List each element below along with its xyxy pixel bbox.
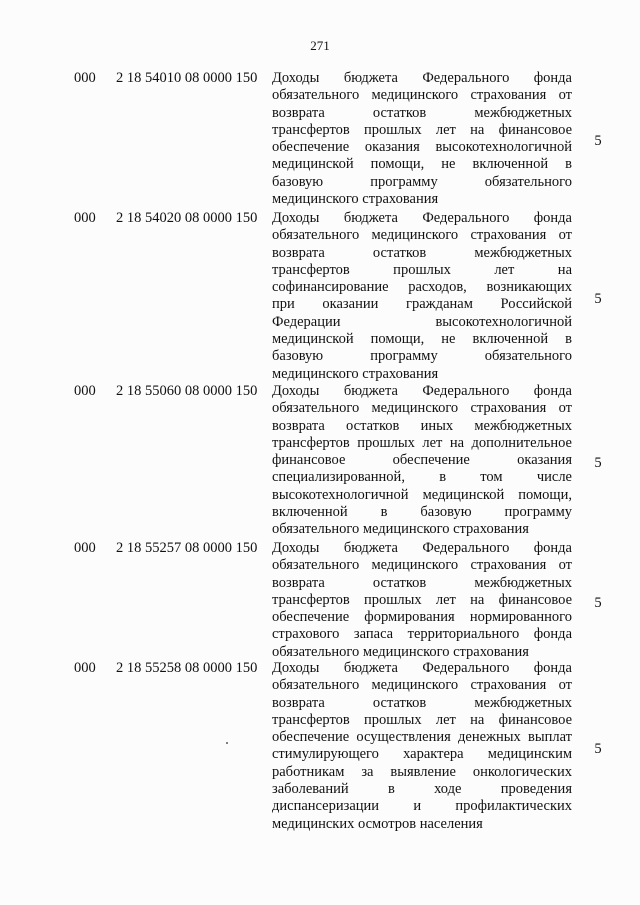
description-line: медицинской помощи, не включенной в — [272, 156, 572, 173]
classification-code: 2 18 55258 08 0000 150 — [116, 660, 258, 676]
table-row — [0, 383, 640, 539]
revenue-description — [272, 210, 572, 383]
admin-code: 000 — [74, 70, 96, 86]
description-line: стимулирующего характера медицинским — [272, 746, 572, 763]
table-row — [0, 540, 640, 661]
revenue-description — [272, 383, 572, 539]
description-line: обязательного медицинского страхования — [272, 643, 529, 660]
admin-code: 000 — [74, 540, 96, 556]
description-line: возврата остатков иных межбюджетных — [272, 417, 572, 434]
description-line: Доходы бюджета Федерального фонда — [272, 70, 572, 86]
description-line: Доходы бюджета Федерального фонда — [272, 660, 572, 676]
description-line: страхового запаса территориального фонда — [272, 626, 572, 643]
description-line: возврата остатков межбюджетных — [272, 694, 572, 711]
amount-value: 5 — [594, 594, 602, 611]
description-line: трансфертов прошлых лет на финансовое — [272, 591, 572, 608]
amount-value: 5 — [594, 133, 602, 150]
description-line: софинансирование расходов, возникающих — [272, 279, 572, 296]
description-line: Доходы бюджета Федерального фонда — [272, 383, 572, 399]
description-line: обеспечение осуществления денежных выплат — [272, 729, 572, 746]
revenue-description — [272, 540, 572, 661]
description-line: Доходы бюджета Федерального фонда — [272, 540, 572, 556]
description-line: трансфертов прошлых лет на дополнительное — [272, 434, 572, 451]
description-line: Федерации высокотехнологичной — [272, 313, 572, 330]
description-line: обеспечение формирования нормированного — [272, 609, 572, 626]
page-number: 271 — [310, 38, 330, 53]
admin-code: 000 — [74, 383, 96, 399]
description-line: высокотехнологичной медицинской помощи, — [272, 486, 572, 503]
table-row — [0, 70, 640, 208]
description-line: обязательного медицинского страхования от — [272, 227, 572, 244]
classification-code: 2 18 55257 08 0000 150 — [116, 540, 258, 556]
classification-code: 2 18 55060 08 0000 150 — [116, 383, 258, 399]
description-line: медицинского страхования — [272, 365, 439, 382]
scan-speck — [226, 742, 228, 744]
classification-code: 2 18 54020 08 0000 150 — [116, 210, 258, 226]
description-line: включенной в базовую программу — [272, 504, 572, 521]
description-line: обязательного медицинского страхования от — [272, 677, 572, 694]
description-line: обязательного медицинского страхования от — [272, 400, 572, 417]
revenue-description — [272, 660, 572, 833]
amount-value: 5 — [594, 740, 602, 757]
description-line: специализированной, в том числе — [272, 469, 572, 486]
description-line: базовую программу обязательного — [272, 173, 572, 190]
table-row — [0, 210, 640, 383]
admin-code: 000 — [74, 210, 96, 226]
admin-code: 000 — [74, 660, 96, 676]
description-line: медицинского страхования — [272, 191, 439, 208]
description-line: обязательного медицинского страхования от — [272, 87, 572, 104]
description-line: медицинских осмотров населения — [272, 815, 483, 832]
description-line: трансфертов прошлых лет на — [272, 261, 572, 278]
description-line: трансфертов прошлых лет на финансовое — [272, 711, 572, 728]
description-line: возврата остатков межбюджетных — [272, 574, 572, 591]
description-line: обязательного медицинского страхования — [272, 521, 529, 538]
description-line: возврата остатков межбюджетных — [272, 104, 572, 121]
description-line: работникам за выявление онкологических — [272, 763, 572, 780]
description-line: обязательного медицинского страхования от — [272, 557, 572, 574]
description-line: Доходы бюджета Федерального фонда — [272, 210, 572, 226]
description-line: обеспечение оказания высокотехнологичной — [272, 139, 572, 156]
description-line: возврата остатков межбюджетных — [272, 244, 572, 261]
description-line: заболеваний в ходе проведения — [272, 781, 572, 798]
amount-value: 5 — [594, 454, 602, 471]
description-line: трансфертов прошлых лет на финансовое — [272, 121, 572, 138]
revenue-description — [272, 70, 572, 208]
description-line: базовую программу обязательного — [272, 348, 572, 365]
description-line: медицинской помощи, не включенной в — [272, 331, 572, 348]
description-line: при оказании гражданам Российской — [272, 296, 572, 313]
description-line: диспансеризации и профилактических — [272, 798, 572, 815]
table-row — [0, 660, 640, 833]
classification-code: 2 18 54010 08 0000 150 — [116, 70, 258, 86]
amount-value: 5 — [594, 290, 602, 307]
description-line: финансовое обеспечение оказания — [272, 452, 572, 469]
